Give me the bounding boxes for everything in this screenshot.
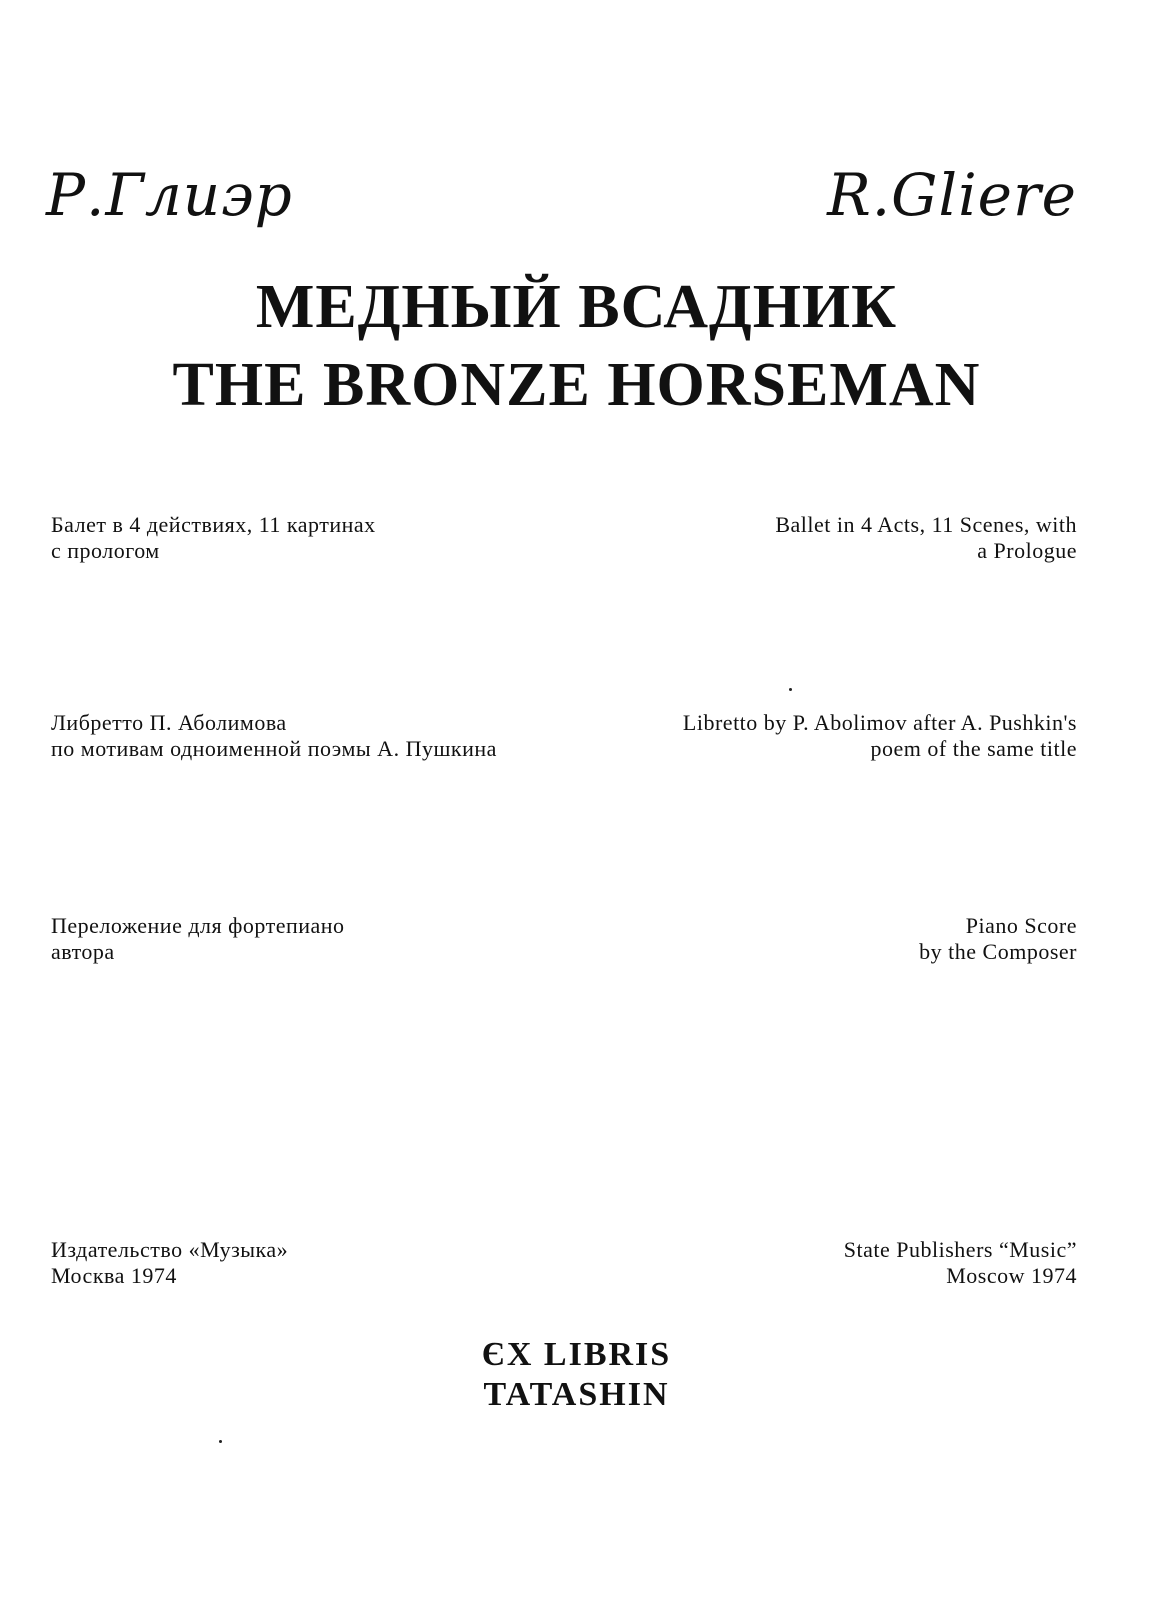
ex-libris-owner: TATASHIN xyxy=(483,1376,670,1413)
publisher-ru-line: Москва 1974 xyxy=(51,1263,177,1288)
piano-score-credit-en-line: Piano Score xyxy=(965,913,1077,938)
libretto-credit-ru-line: Либретто П. Аболимова xyxy=(51,710,287,735)
composer-signature-en: R.Gliere xyxy=(827,161,1077,229)
scan-speck xyxy=(789,688,792,691)
libretto-credit-ru-line: по мотивам одноименной поэмы А. Пушкина xyxy=(51,736,497,761)
ballet-description-ru xyxy=(51,512,376,564)
ballet-description-en xyxy=(775,512,1077,564)
piano-score-credit-ru xyxy=(51,913,345,965)
ballet-description-en-line: Ballet in 4 Acts, 11 Scenes, with xyxy=(775,512,1077,537)
ballet-description-ru-line: Балет в 4 действиях, 11 картинах xyxy=(51,512,376,537)
publisher-en-line: Moscow 1974 xyxy=(946,1263,1077,1288)
publisher-en-line: State Publishers “Music” xyxy=(843,1237,1077,1262)
work-title-en: THE BRONZE HORSEMAN xyxy=(172,351,981,419)
libretto-credit-ru xyxy=(51,710,497,762)
publisher-ru xyxy=(51,1237,288,1289)
composer-signature-ru: Р.Глиэр xyxy=(46,161,293,229)
libretto-credit-en-line: Libretto by P. Abolimov after A. Pushkin's xyxy=(682,710,1077,735)
piano-score-credit-en-line: by the Composer xyxy=(919,939,1077,964)
piano-score-credit-en xyxy=(919,913,1077,965)
ex-libris-stamp xyxy=(0,1335,1153,1415)
ballet-description-ru-line: с прологом xyxy=(51,538,160,563)
piano-score-credit-ru-line: автора xyxy=(51,939,115,964)
ex-libris-line: ЄX LIBRIS xyxy=(481,1336,672,1373)
scan-speck xyxy=(219,1440,222,1443)
ballet-description-en-line: a Prologue xyxy=(977,538,1077,563)
publisher-ru-line: Издательство «Музыка» xyxy=(51,1237,289,1262)
piano-score-credit-ru-line: Переложение для фортепиано xyxy=(51,913,345,938)
libretto-credit-en xyxy=(683,710,1077,762)
libretto-credit-en-line: poem of the same title xyxy=(870,736,1077,761)
publisher-en xyxy=(844,1237,1077,1289)
work-title-ru: МЕДНЫЙ ВСАДНИК xyxy=(255,273,898,341)
